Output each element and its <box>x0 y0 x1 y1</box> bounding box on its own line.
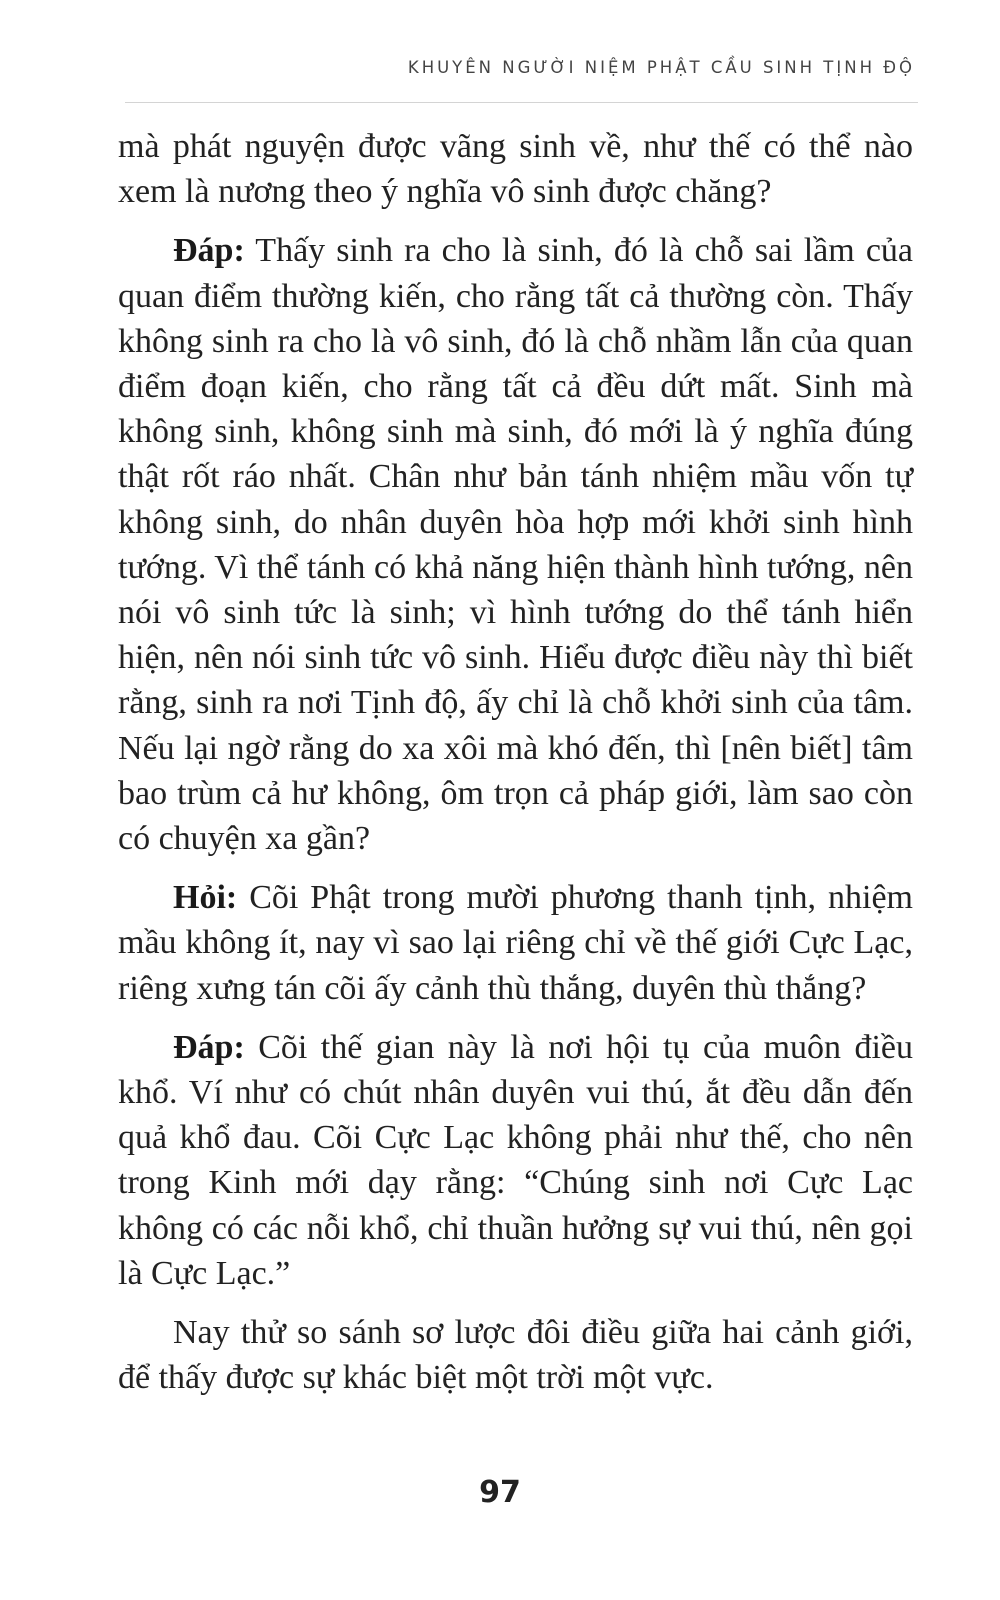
page-number: 97 <box>479 1475 521 1510</box>
paragraph-answer-1 <box>118 228 913 861</box>
question-label: Hỏi: <box>173 879 238 917</box>
answer-text: Thấy sinh ra cho là sinh, đó là chỗ sai lầm của quan điểm thường kiến, cho rằng tất cả thường còn. Thấy không sinh ra cho là vô sinh, đó là chỗ nhầm lẫn của quan điểm đoạn kiến, cho rằng tất cả đều dứt mất. Sinh mà không sinh, không sinh mà sinh, đó mới là ý nghĩa đúng thật rốt ráo nhất. Chân như bản tánh nhiệm mầu vốn tự không sinh, do nhân duyên hòa hợp mới khởi sinh hình tướng. Vì thể tánh có khả năng hiện thành hình tướng, nên nói vô sinh tức là sinh; vì hình tướng do thể tánh hiển hiện, nên nói sinh tức vô sinh. Hiểu được điều này thì biết rằng, sinh ra nơi Tịnh độ, ấy chỉ là chỗ khởi sinh của tâm. Nếu lại ngờ rằng do xa xôi mà khó đến, thì [nên biết] tâm bao trùm cả hư không, ôm trọn cả pháp giới, làm sao còn có chuyện xa gần? <box>118 232 913 858</box>
paragraph-continuation: mà phát nguyện được vãng sinh về, như thế có thể nào xem là nương theo ý nghĩa vô sinh được chăng? <box>118 128 913 211</box>
paragraph-answer-2 <box>118 1025 913 1296</box>
running-header: KHUYÊN NGƯỜI NIỆM PHẬT CẦU SINH TỊNH ĐỘ <box>407 58 915 77</box>
answer-label: Đáp: <box>173 232 245 270</box>
page-body <box>118 124 913 1400</box>
answer-text: Cõi thế gian này là nơi hội tụ của muôn điều khổ. Ví như có chút nhân duyên vui thú, ắt đều dẫn đến quả khổ đau. Cõi Cực Lạc không phải như thế, cho nên trong Kinh mới dạy rằng: “Chúng sinh nơi Cực Lạc không có các nỗi khổ, chỉ thuần hưởng sự vui thú, nên gọi là Cực Lạc.” <box>118 1028 913 1292</box>
header-divider <box>125 102 918 103</box>
question-text: Cõi Phật trong mười phương thanh tịnh, nhiệm mầu không ít, nay vì sao lại riêng chỉ về thế giới Cực Lạc, riêng xưng tán cõi ấy cảnh thù thắng, duyên thù thắng? <box>118 879 913 1007</box>
paragraph-closing: Nay thử so sánh sơ lược đôi điều giữa hai cảnh giới, để thấy được sự khác biệt một trời một vực. <box>118 1314 913 1397</box>
answer-label: Đáp: <box>173 1028 245 1066</box>
paragraph-question <box>118 875 913 1011</box>
